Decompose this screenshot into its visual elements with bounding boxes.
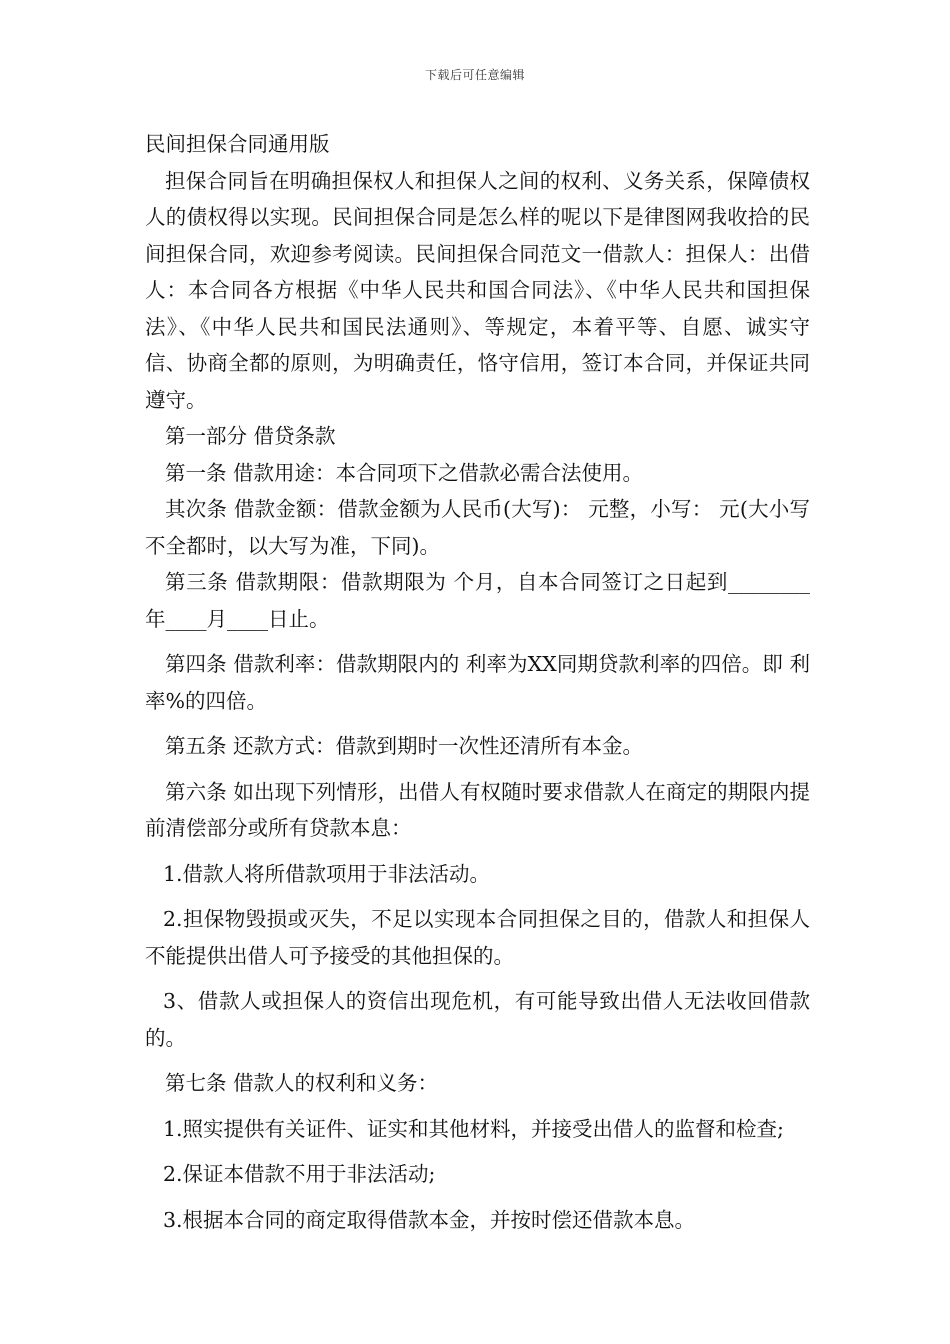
intro-paragraph: 担保合同旨在明确担保权人和担保人之间的权利、义务关系，保障债权人的债权得以实现。民间担保合同是怎么样的呢以下是律图网我收拾的民间担保合同，欢迎参考阅读。民间担保合同范文一借款人：担保人：出借人：本合同各方根据《中华人民共和国合同法》、《中华人民共和国担保法》、《中华人民共和国民法通则》、等规定，本着平等、自愿、诚实守信、协商全都的原则，为明确责任，恪守信用，签订本合同，并保证共同遵守。: [145, 168, 810, 412]
clause-6-item-3: 3、借款人或担保人的资信出现危机，有可能导致出借人无法收回借款的。: [145, 989, 810, 1050]
clause-7: 第七条 借款人的权利和义务：: [165, 1071, 439, 1095]
document-title: 民间担保合同通用版: [145, 132, 330, 156]
clause-7-item-3: 3.根据本合同的商定取得借款本金，并按时偿还借款本息。: [163, 1207, 696, 1232]
document-body: [145, 126, 810, 1238]
clause-6: 第六条 如出现下列情形，出借人有权随时要求借款人在商定的期限内提前清偿部分或所有贷款本息：: [145, 779, 810, 840]
clause-2: 其次条 借款金额：借款金额为人民币(大写)： 元整，小写： 元(大小写不全都时，以大写为准，下同)。: [145, 497, 810, 558]
clause-5: 第五条 还款方式：借款到期时一次性还清所有本金。: [165, 734, 644, 758]
clause-1: 第一条 借款用途：本合同项下之借款必需合法使用。: [165, 460, 644, 485]
clause-4: 第四条 借款利率：借款期限内的 利率为XX同期贷款利率的四倍。即 利率%的四倍。: [145, 652, 810, 713]
page-header-note: 下载后可任意编辑: [424, 68, 525, 82]
clause-3: 第三条 借款期限：借款期限为 个月，自本合同签订之日起到________年____月____日止。: [145, 570, 810, 631]
clause-6-item-2: 2.担保物毁损或灭失，不足以实现本合同担保之目的，借款人和担保人不能提供出借人可予接受的其他担保的。: [145, 907, 810, 968]
clause-7-item-1: 1.照实提供有关证件、证实和其他材料，并接受出借人的监督和检查;: [163, 1116, 784, 1141]
section-heading: 第一部分 借贷条款: [165, 424, 336, 448]
clause-7-item-2: 2.保证本借款不用于非法活动;: [163, 1162, 436, 1186]
clause-6-item-1: 1.借款人将所借款项用于非法活动。: [163, 861, 491, 886]
